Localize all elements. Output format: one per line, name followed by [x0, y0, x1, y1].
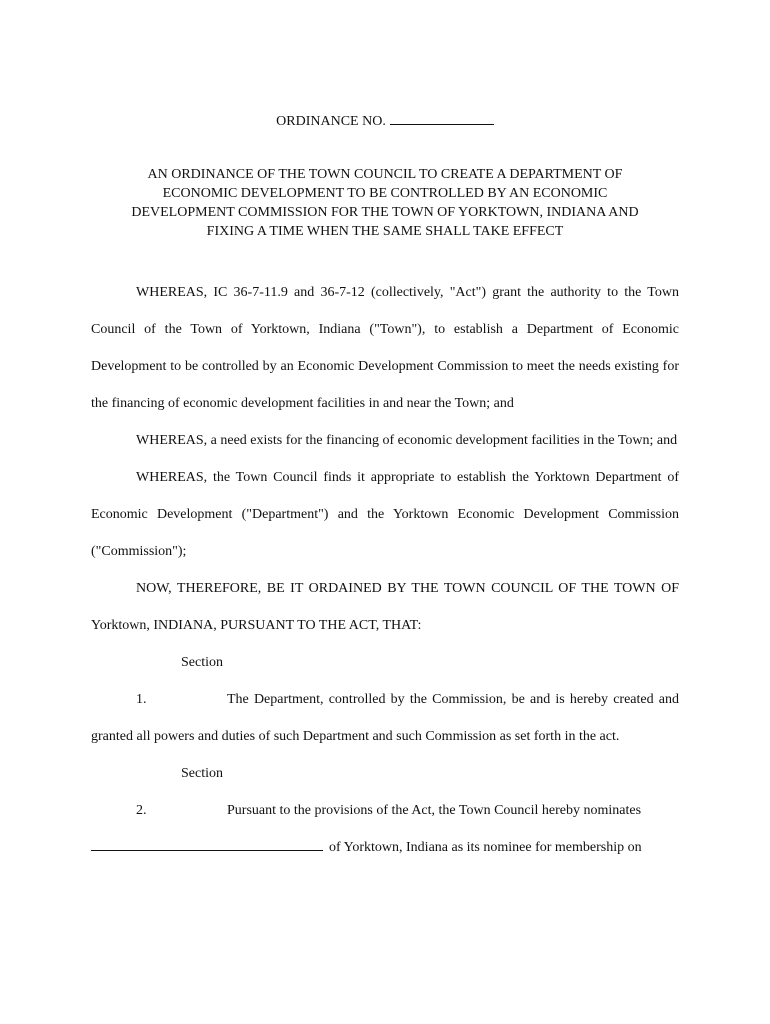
whereas-paragraph-1: WHEREAS, IC 36-7-11.9 and 36-7-12 (collectively, "Act") grant the authority to the Town Council of the Town of Yorktown, Indiana ("Town"), to establish a Department of Economic Development to be controlled by an Economic Development Commission to meet the needs existing for the financing of economic development facilities in and near the Town; and [91, 285, 679, 411]
now-therefore-paragraph: NOW, THEREFORE, BE IT ORDAINED BY THE TOWN COUNCIL OF THE TOWN OF Yorktown, INDIANA, PURSUANT TO THE ACT, THAT: [91, 581, 679, 633]
heading-line: ECONOMIC DEVELOPMENT TO BE CONTROLLED BY AN ECONOMIC [162, 186, 608, 201]
section-1-paragraph [91, 644, 679, 755]
section-2-label: Section 2. [136, 766, 223, 818]
ordinance-number-blank [390, 112, 494, 125]
ordinance-body [91, 274, 679, 866]
heading-line: AN ORDINANCE OF THE TOWN COUNCIL TO CREATE A DEPARTMENT OF [147, 167, 623, 182]
heading-line: DEVELOPMENT COMMISSION FOR THE TOWN OF YORKTOWN, INDIANA AND [131, 205, 639, 220]
section-2-text: Pursuant to the provisions of the Act, the Town Council hereby nominates [227, 803, 642, 818]
nominee-blank [91, 836, 323, 851]
section-2-continuation-text: of Yorktown, Indiana as its nominee for membership on [329, 840, 642, 855]
heading-line: FIXING A TIME WHEN THE SAME SHALL TAKE EFFECT [206, 224, 564, 239]
section-1-label: Section 1. [136, 655, 223, 707]
whereas-paragraph-3: WHEREAS, the Town Council finds it appropriate to establish the Yorktown Department of Economic Development ("Department") and the Yorktown Economic Development Commission ("Commission"); [91, 470, 679, 559]
section-1-text: The Department, controlled by the Commission, be and is hereby created and granted all powers and duties of such Department and such Commission as set forth in the act. [91, 692, 679, 744]
ordinance-heading [100, 165, 670, 241]
ordinance-title-text: ORDINANCE NO. [276, 114, 386, 129]
section-2-paragraph [91, 755, 679, 829]
whereas-paragraph-2: WHEREAS, a need exists for the financing of economic development facilities in the Town; and [136, 433, 678, 448]
ordinance-title [0, 112, 770, 132]
section-2-continuation [91, 829, 679, 866]
